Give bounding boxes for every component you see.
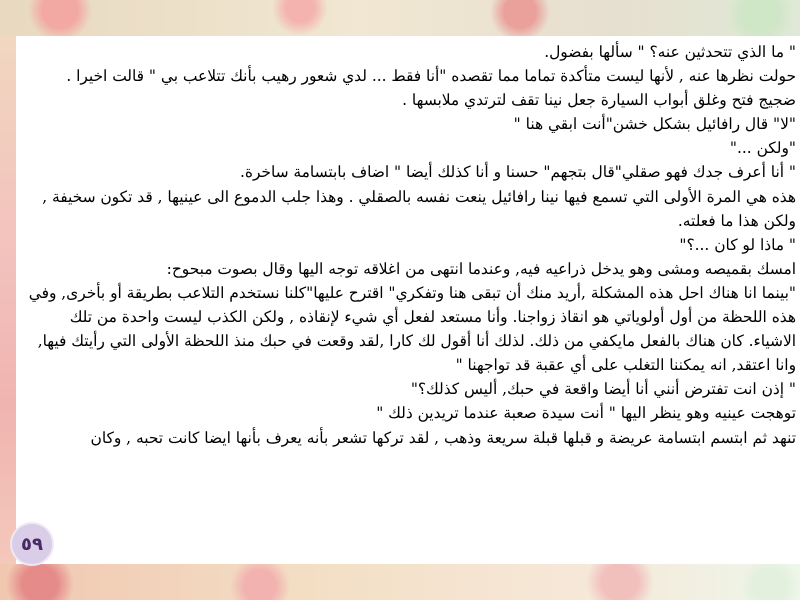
paragraph-9: امسك بقميصه ومشى وهو يدخل ذراعيه فيه, وعندما انتهى من اغلاقه توجه اليها وقال بصوت مبحوح:	[166, 259, 796, 278]
paragraph-4: "لا" قال رافائيل بشكل خشن"أنت ابقي هنا "	[513, 115, 796, 134]
paragraph-7: هذه هي المرة الأولى التي تسمع فيها نينا رافائيل ينعت نفسه بالصقلي . وهذا جلب الدموع الى عينيها , قد تكون سخيفة , ولكن هذا ما فعلته.	[42, 187, 796, 230]
paragraph-11: " إذن انت تفترض أنني أنا أيضا واقعة في حبك, أليس كذلك؟"	[410, 380, 796, 399]
page-number-badge	[10, 522, 54, 566]
paragraph-2: حولت نظرها عنه , لأنها ليست متأكدة تماما مما تقصده "أنا فقط ... لدي شعور رهيب بأنك تتلاعب بي " قالت اخيرا .	[66, 67, 796, 86]
page-number: ٥٩	[21, 533, 43, 555]
paragraph-3: ضجيج فتح وغلق أبواب السيارة جعل نينا تقف لترتدي ملابسها .	[402, 91, 796, 110]
floral-border-top	[0, 0, 800, 36]
story-text	[22, 40, 796, 450]
paragraph-6: " أنا أعرف جدك فهو صقلي"قال بتجهم" حسنا و أنا كذلك أيضا " اضاف بابتسامة ساخرة.	[239, 163, 796, 182]
paragraph-13: تنهد ثم ابتسم ابتسامة عريضة و قبلها قبلة سريعة وذهب , لقد تركها تشعر بأنه يعرف بأنها ايضا كانت تحبه , وكان	[90, 428, 796, 447]
floral-border-left	[0, 36, 16, 564]
text-panel	[16, 36, 800, 564]
floral-border-bottom	[0, 564, 800, 600]
paragraph-8: " ماذا لو كان ...؟"	[679, 235, 796, 254]
paragraph-5: "ولكن ..."	[729, 139, 796, 158]
paragraph-10: "بينما انا هناك احل هذه المشكلة ,أريد منك أن تبقى هنا وتفكري" اقترح عليها"كلنا نستخدم التلاعب بطريقة أو بأخرى, وفي هذه اللحظة من أول أولوياتي هو انقاذ زواجنا. وأنا مستعد لفعل أي شيء لإنقاذه , ولكن الكذب ليست واحدة من تلك الاشياء. كان هناك بالفعل مايكفي من ذلك. لذلك أنا أقول لك كارا ,لقد وقعت في حبك منذ اللحظة الأولى التي رأيتك فيها, وانا اعتقد, انه يمكننا التغلب على أي عقبة قد تواجهنا "	[28, 283, 796, 375]
paragraph-12: توهجت عينيه وهو ينظر اليها " أنت سيدة صعبة عندما تريدين ذلك "	[376, 404, 796, 423]
paragraph-1: " ما الذي تتحدثين عنه؟ " سألها بفضول.	[544, 43, 796, 61]
